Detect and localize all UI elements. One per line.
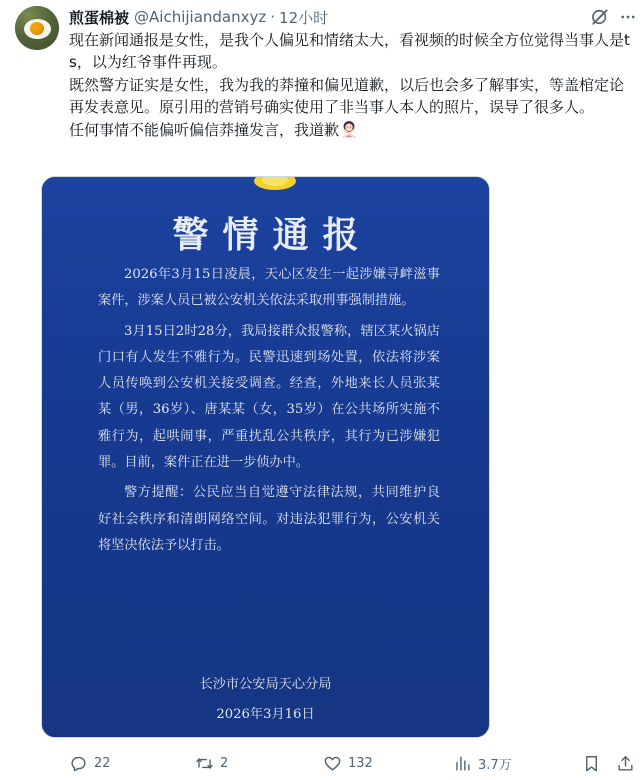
notice-date: 2026年3月16日 — [216, 707, 315, 722]
attached-image-police-notice[interactable] — [41, 176, 490, 738]
notice-title: 警情通报 — [172, 214, 373, 256]
tweet-paragraph-3: 任何事情不能偏听偏信莽撞发言，我道歉 — [69, 120, 340, 139]
author-avatar[interactable] — [15, 6, 59, 50]
share-button[interactable] — [616, 750, 635, 776]
reply-button[interactable] — [69, 750, 111, 776]
reply-count: 22 — [94, 755, 111, 771]
tweet-time[interactable]: 12小时 — [279, 8, 329, 27]
tweet-paragraph-1: 现在新闻通报是女性，是我个人偏见和情绪太大，看视频的时候全方位觉得当事人是ts，以为红爷事件再现。 — [69, 31, 630, 72]
retweet-button[interactable] — [195, 750, 228, 776]
grok-icon[interactable] — [590, 7, 610, 27]
bookmark-button[interactable] — [582, 750, 601, 776]
share-icon — [616, 754, 635, 773]
view-count: 3.7万 — [478, 757, 512, 773]
views-chart-icon — [453, 754, 472, 773]
tweet-actions — [69, 750, 635, 776]
author-name[interactable]: 煎蛋棉被 — [69, 8, 130, 27]
header-separator: · — [270, 8, 276, 26]
retweet-count: 2 — [220, 755, 229, 771]
heart-icon — [323, 754, 342, 773]
police-emblem-icon — [252, 176, 298, 191]
tweet-text — [69, 29, 635, 141]
reply-icon — [69, 754, 88, 773]
tweet-header — [69, 6, 328, 28]
like-count: 132 — [348, 755, 373, 771]
notice-paragraph-2: 3月15日2时28分，我局接群众报警称，辖区某火锅店门口有人发生不雅行为。民警迅速到场处置，依法将涉案人员传唤到公安机关接受调查。经查，外地来长人员张某某（男，36岁）、唐某某（女，35岁）在公共场所实施不雅行为，起哄闹事，严重扰乱公共秩序，其行为已涉嫌犯罪。目前，案件正在进一步侦办中。 — [98, 323, 440, 471]
notice-issuer: 长沙市公安局天心分局 — [199, 677, 332, 692]
tweet-paragraph-2: 既然警方证实是女性，我为我的莽撞和偏见道歉，以后也会多了解事实，等盖棺定论再发表意见。原引用的营销号确实使用了非当事人本人的照片，误导了很多人。 — [69, 75, 625, 117]
woman-gesturing-no-icon — [339, 119, 359, 139]
like-button[interactable] — [323, 750, 373, 776]
bookmark-icon — [582, 754, 601, 773]
views-button[interactable] — [453, 750, 512, 776]
notice-paragraph-3: 警方提醒：公民应当自觉遵守法律法规，共同维护良好社会秩序和清朗网络空间。对违法犯罪行为，公安机关将坚决依法予以打击。 — [98, 485, 440, 553]
author-handle[interactable]: @Aichijiandanxyz — [134, 8, 267, 26]
retweet-icon — [195, 754, 214, 773]
notice-body — [98, 262, 440, 563]
more-options-icon[interactable] — [619, 8, 637, 26]
notice-paragraph-1: 2026年3月15日凌晨，天心区发生一起涉嫌寻衅滋事案件，涉案人员已被公安机关依法采取刑事强制措施。 — [98, 267, 440, 309]
